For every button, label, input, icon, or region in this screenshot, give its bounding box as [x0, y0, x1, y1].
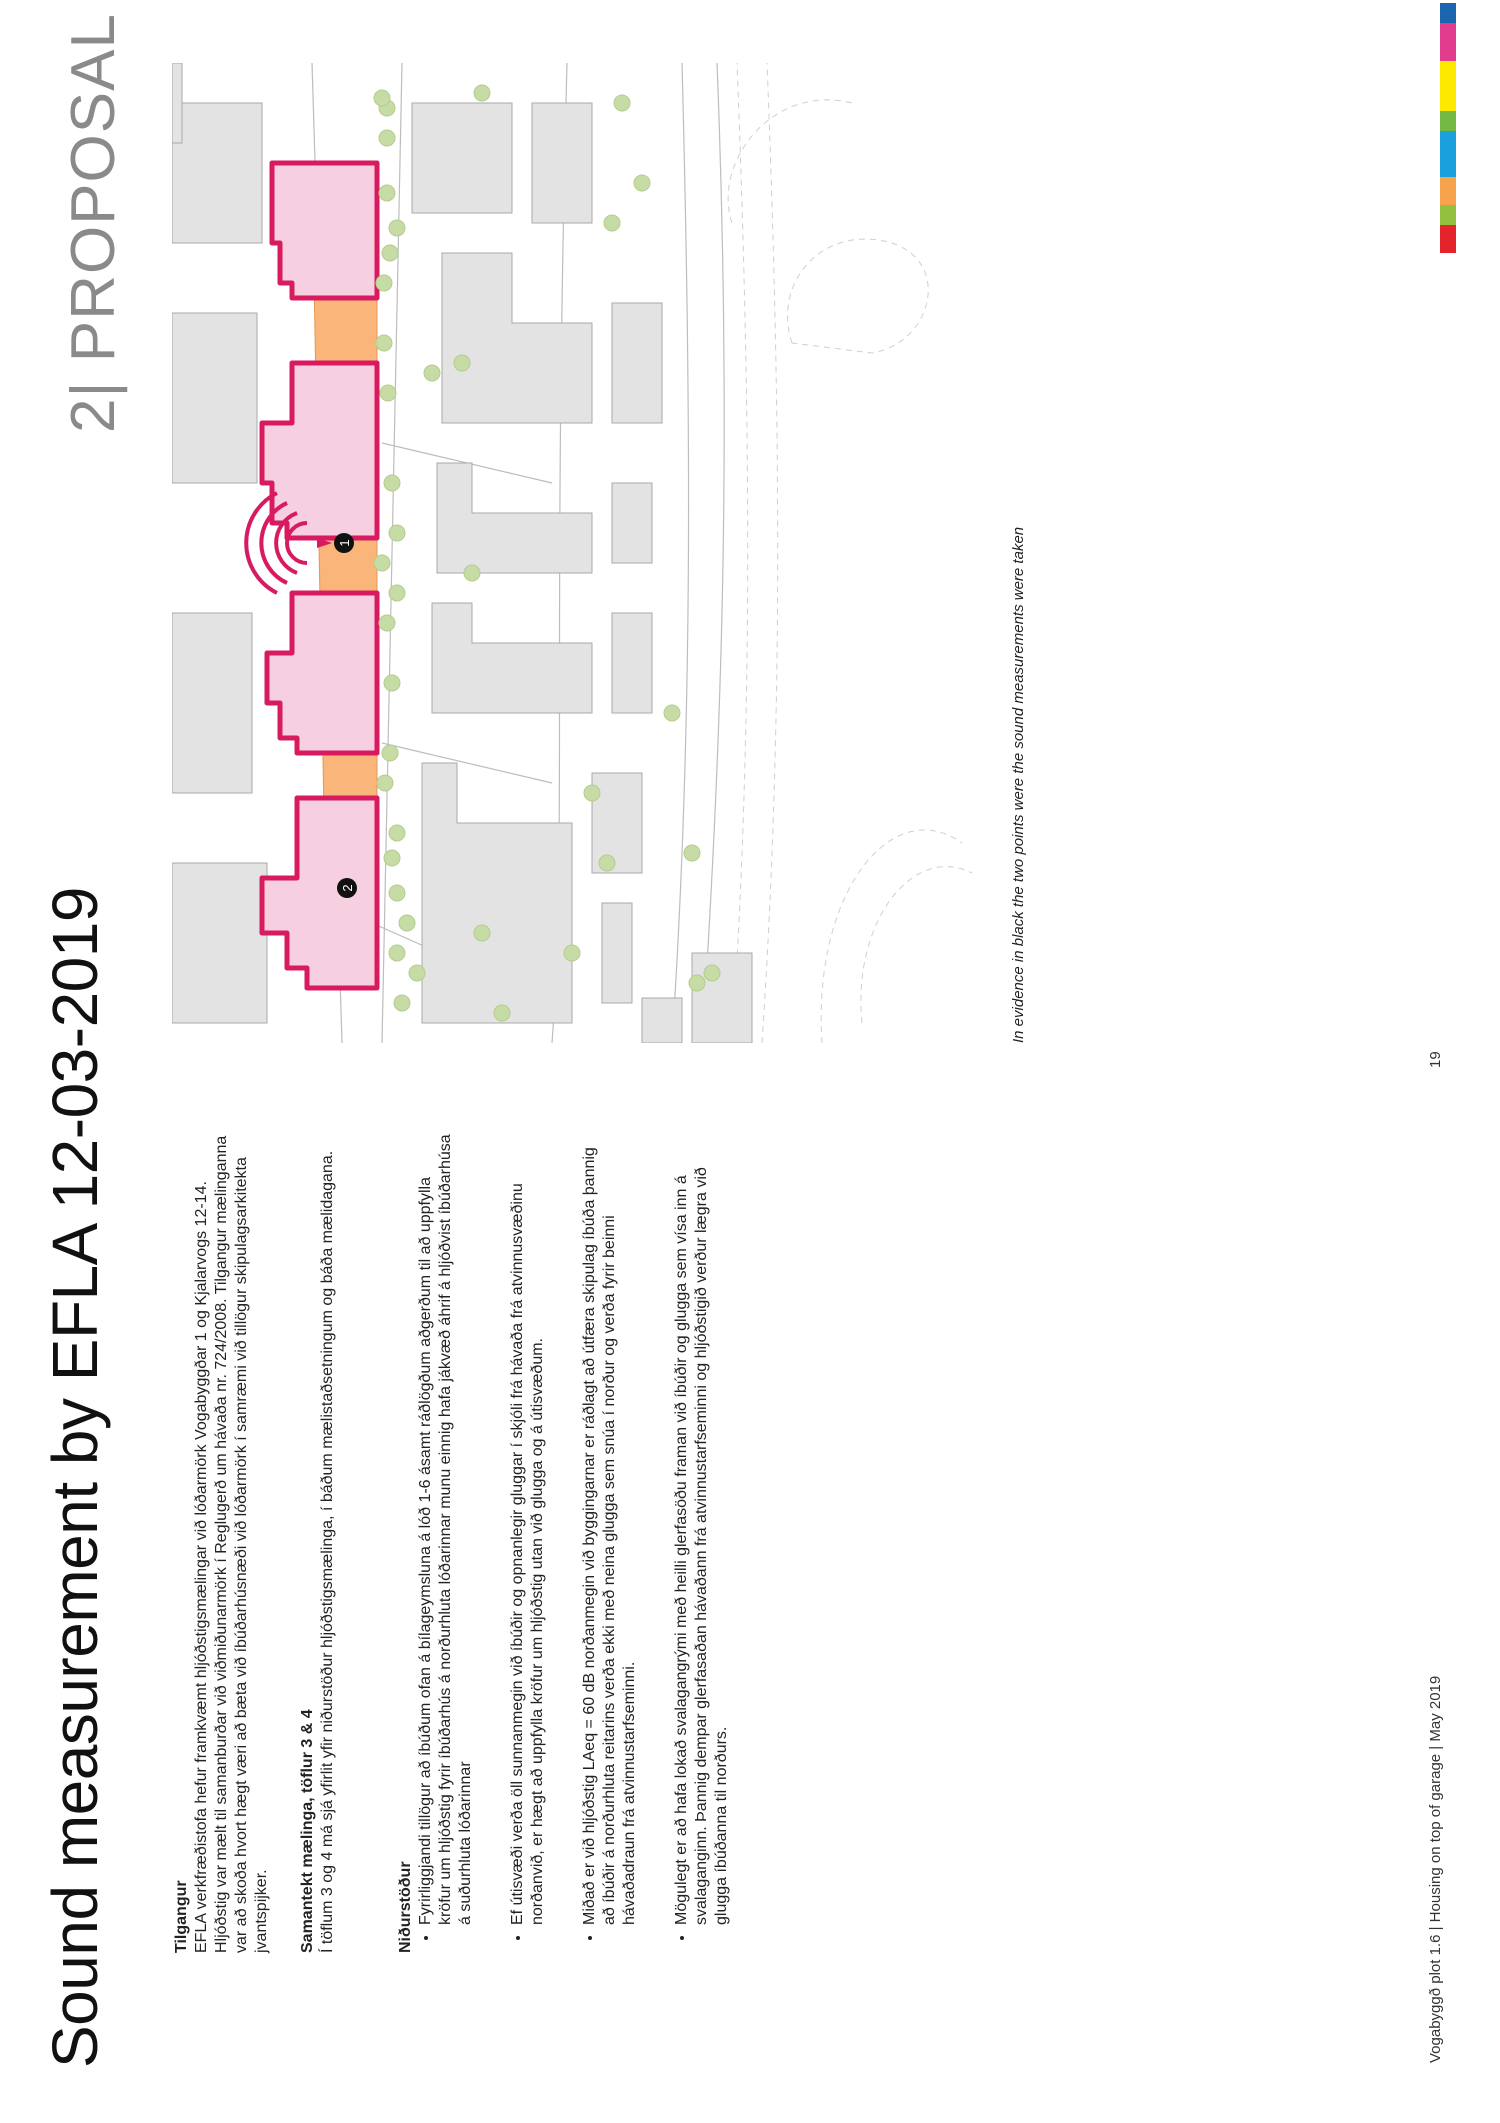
- building: [642, 998, 682, 1043]
- building: [437, 463, 592, 573]
- building: [172, 313, 257, 483]
- section-heading-samantekt: Samantekt mælinga, töflur 3 & 4: [299, 1709, 316, 1953]
- paragraph-tilgangur: EFLA verkfræðistofa hefur framkvæmt hljóðstigsmælingar við lóðarmörk Vogabyggðar 1 og Kjalarvogs 12-14. Hljóðstig var mælt til samanburðar við viðmiðunarmörk í Reglugerð um hávaða nr. 724/2008. Tilgangur mælinganna var að skoða hvort hægt væri að bæta við íbúðarhúsnæði við lóðarmörk í samræmi við tillögur skipulagsarkitekta jvantspijker.: [193, 1135, 270, 1953]
- building: [172, 863, 267, 1023]
- conclusion-list: [416, 1133, 732, 1953]
- list-item: • Ef útisvæði verða öll sunnanmegin við íbúðir og opnanlegir gluggar í skjóli frá hávaða frá atvinnusvæðinu norðanvið, er hægt að uppfylla kröfur um hljóðstig utan við glugga og á útisvæðum.: [508, 1133, 548, 1925]
- color-swatch: [1440, 61, 1456, 111]
- marker-label: 1: [337, 539, 352, 547]
- section-heading-tilgangur: Tilgangur: [173, 1880, 190, 1953]
- proposed-building: [272, 163, 377, 298]
- page-title: Sound measurement by EFLA 12-03-2019: [39, 887, 111, 2068]
- building: [412, 103, 512, 213]
- measurement-marker-1: [334, 533, 354, 553]
- existing-buildings: [172, 63, 752, 1043]
- proposed-building: [262, 798, 377, 988]
- section-heading-nidurstodur: Niðurstöður: [397, 1861, 414, 1953]
- text-column: [172, 1133, 764, 1953]
- proposed-building: [262, 363, 377, 538]
- color-swatch: [1440, 225, 1456, 253]
- building: [692, 953, 752, 1043]
- marker-label: 2: [340, 884, 355, 892]
- site-plan-map: [172, 63, 994, 1043]
- dashed-contours: [728, 63, 972, 1043]
- color-swatch: [1440, 111, 1456, 131]
- building: [532, 103, 592, 223]
- list-item: • Mögulegt er að hafa lokað svalagangrými með heilli glerfasöðu framan við íbúðir og glugga sem vísa inn á svalaganginn. Þannig dempar glerfasaðan hávaðann frá atvinnustarfseminni og hljóðstigið verður lægra við glugga íbúðanna til norðurs.: [672, 1133, 732, 1925]
- building: [602, 903, 632, 1003]
- building: [612, 303, 662, 423]
- color-swatch: [1440, 205, 1456, 225]
- measurement-marker-2: [337, 878, 357, 898]
- color-swatch: [1440, 177, 1456, 205]
- chapter-label: 2| PROPOSAL: [59, 13, 128, 433]
- building: [592, 773, 642, 873]
- list-item: • Miðað er við hljóðstig LAeq = 60 dB norðanmegin við byggingarnar er ráðlagt að útfæra skipulag íbúða þannig að íbúðir á norðurhluta reitarins verða ekki með neina glugga sem snúa í norður og verða fyrir beinni hávaðadraun frá atvinnustarfseminni.: [580, 1133, 640, 1925]
- list-item: • Fyrirliggjandi tillögur að íbúðum ofan á bílageymsluna á lóð 1-6 ásamt ráðlögðum aðgerðum til að uppfylla kröfur um hljóðstig fyrir íbúðarhús á norðurhluta lóðarinnar munu einnig hafa jákvæð áhrif á hljóðvist íbúðarhúsa á suðurhluta lóðarinnar: [416, 1133, 476, 1925]
- building: [612, 613, 652, 713]
- building: [432, 603, 592, 713]
- color-swatch: [1440, 3, 1456, 23]
- building: [172, 103, 262, 243]
- building: [172, 613, 252, 793]
- building: [172, 63, 182, 143]
- map-caption: In evidence in black the two points were the sound measurements were taken: [1010, 526, 1027, 1043]
- page-number: 19: [1427, 1051, 1444, 1068]
- paragraph-samantekt: Í töflum 3 og 4 má sjá yfirlit yfir niðurstöður hljóðstigsmælinga, í báðum mælistaðsetningum og báða mælidagana.: [319, 1150, 336, 1953]
- building: [422, 763, 572, 1023]
- proposed-building: [267, 593, 377, 753]
- footer-text: Vogabyggð plot 1.6 | Housing on top of garage | May 2019: [1427, 1675, 1444, 2063]
- color-bar: [1440, 3, 1456, 253]
- building: [612, 483, 652, 563]
- building: [442, 253, 592, 423]
- color-swatch: [1440, 23, 1456, 61]
- color-swatch: [1440, 131, 1456, 177]
